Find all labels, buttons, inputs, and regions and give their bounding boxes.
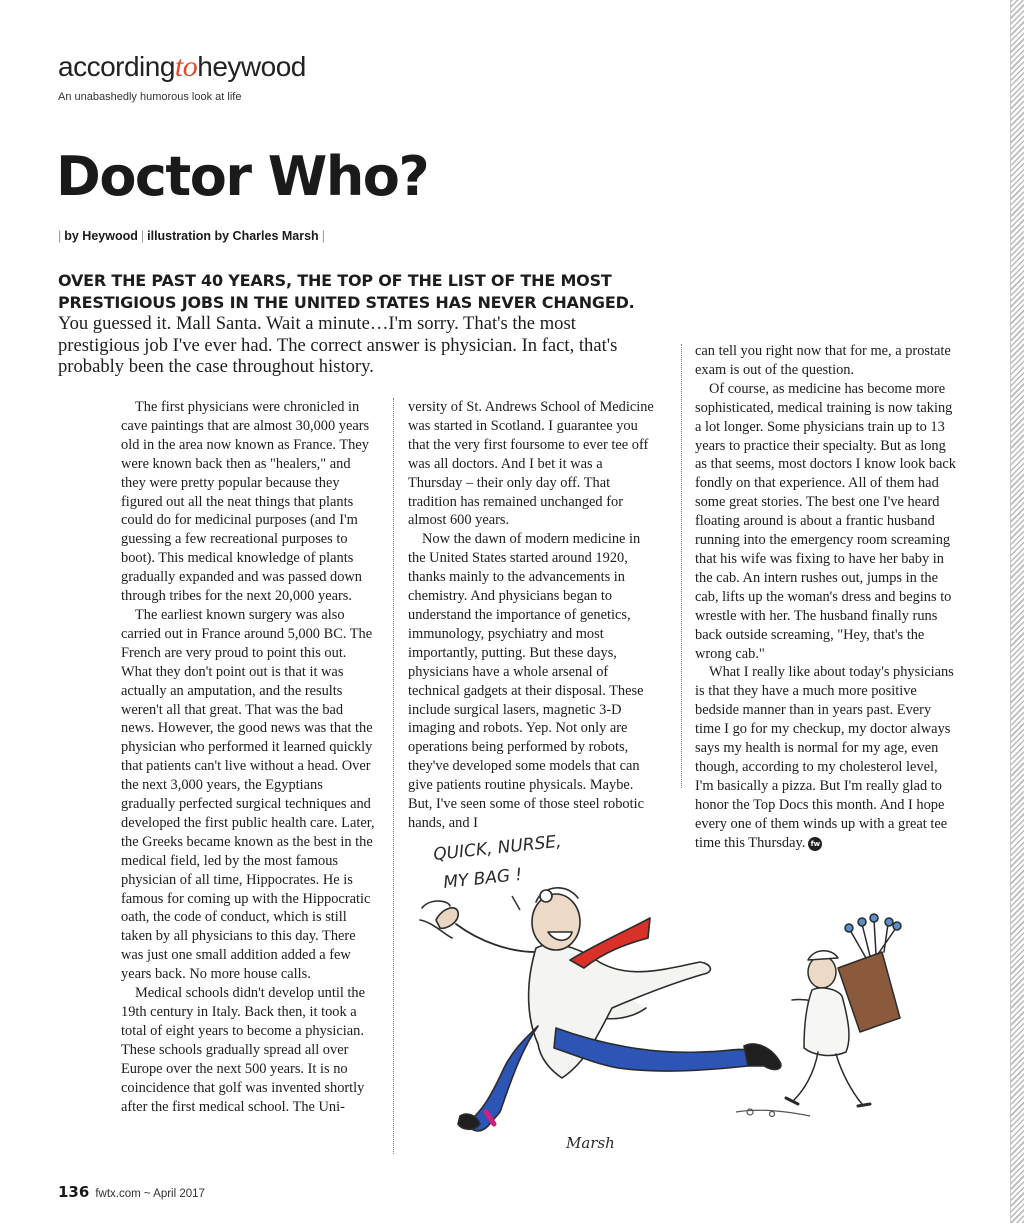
column-divider (681, 344, 682, 788)
speech-tick (512, 896, 520, 910)
body-column-1 (121, 398, 378, 1116)
doctor-hand (436, 908, 458, 928)
column-header (58, 52, 306, 103)
publication-info: fwtx.com ~ April 2017 (95, 1188, 205, 1200)
column-tagline: An unabashedly humorous look at life (58, 91, 242, 103)
fw-end-mark-icon: fw (808, 837, 822, 851)
club-head (858, 918, 866, 926)
byline-divider: | (321, 229, 325, 243)
nurse-figure (786, 914, 901, 1106)
byline-divider: | (140, 229, 145, 243)
body-paragraph: versity of St. Andrews School of Medicine was started in Scotland. I guarantee you that the very first foursome to ever tee off was all doctors. And I bet it was a Thursday – their only day off. That tradition has remained unchanged for almost 600 years. (408, 399, 654, 529)
body-paragraph: The first physicians were chronicled in cave paintings that are almost 30,000 years old in the area now known as France. They were known back then as "healers," and they were pretty popular because they figured out all the neat things that plants could do for medicinal purposes (and I'm guessing a few recreational purposes to boot). This medical knowledge of plants gradually expanded and was passed down through tribes for the next 20,000 years. (121, 399, 370, 605)
intro-body: You guessed it. Mall Santa. Wait a minute…I'm sorry. That's the most prestigious job I've ever had. The correct answer is physician. In fact, that's probably been the case throughout history. (58, 313, 618, 377)
byline (58, 229, 328, 243)
motion-lines (736, 1109, 810, 1117)
page-edge-stripe (1010, 0, 1024, 1223)
body-paragraph: Of course, as medicine has become more sophisticated, medical training is now taking a lot longer. Some physicians train up to 13 years to practice their specialty. But as long as that seems, most doctors I know look back fondly on that experience. All of them had some great stories. The best one I've heard floating around is about a frantic husband running into the emergency room screaming that his wife was fixing to have her baby in the cab. An intern rushes out, jumps in the cab, lifts up the woman's dress and begins to wrestle with her. The husband finally runs back outside screaming, "Hey, that's the wrong cab." (695, 380, 956, 662)
doctor-figure (420, 888, 781, 1131)
speech-line-2: MY BAG ! (442, 864, 524, 893)
body-paragraph: Medical schools didn't develop until the 19th century in Italy. Back then, it took a total of eight years to become a physician. These schools gradually spread all over Europe over the next 500 years. It is no coincidence that golf was invented shortly after the first medical school. The Uni- (121, 985, 366, 1115)
doctor-tie (570, 918, 650, 968)
nurse-cap (808, 951, 838, 960)
byline-illustrator: illustration by Charles Marsh (147, 229, 319, 243)
page-folio (58, 1183, 205, 1201)
brand-according: according (58, 51, 175, 82)
club-head (885, 918, 893, 926)
speech-text (432, 832, 562, 893)
column-divider (393, 398, 394, 1154)
doctor-shoe-front (744, 1044, 781, 1070)
body-paragraph: Now the dawn of modern medicine in the United States started around 1920, thanks mainly to the advancements in chemistry. And physicians began to understand the importance of genetics, immunology, psychiatry and most importantly, putting. But these days, physicians have a whole arsenal of technical gadgets at their disposal. These include surgical lasers, magnetic 3-D imaging and robots. Yep. Not only are operations being performed by robots, they've developed some models that can give patients routine physicals. Maybe. But, I've seen some of those steel robotic hands, and I (408, 531, 644, 831)
byline-divider: | (58, 229, 62, 243)
body-paragraph: The earliest known surgery was also carried out in France around 5,000 BC. The French are very proud to point this out. What they don't point out is that it was actually an amputation, and the results weren't all that great. That was the bad news. However, the good news was that the physician who performed it learned quickly that patients can't live without a head. Over the next 3,000 years, the Egyptians gradually perfected surgical techniques and developed the first public health care. Later, the Greeks became known as the best in the medical field, led by the most famous physician of all time, Hippocrates. He is famous for coming up with the Hippocratic oath, the code of conduct, which is still taken by all physicians to this day. There was just one small addition added a few years back. No more house calls. (121, 606, 375, 983)
brand-heywood: heywood (197, 51, 306, 82)
byline-author: by Heywood (64, 229, 138, 243)
body-paragraph: can tell you right now that for me, a prostate exam is out of the question. (695, 343, 951, 378)
column-brand (58, 52, 306, 82)
nurse-dress (804, 988, 849, 1055)
doctor-head (532, 894, 580, 950)
nurse-legs (794, 1052, 862, 1104)
dust-puff (770, 1112, 775, 1117)
doctor-front-arm (456, 924, 536, 952)
intro-paragraph (58, 270, 658, 378)
speech-line-1: QUICK, NURSE, (432, 831, 563, 865)
last-paragraph-text: What I really like about today's physicians is that they have a much more positive bedside manner than in years past. Every time I go for my checkup, my doctor always says my health is normal for my age, even though, according to my cholesterol level, I'm basically a pizza. But I'm really glad to honor the Top Docs this month. And I hope every one of them winds up with a great tee time this Thursday. (695, 664, 954, 851)
head-mirror-icon (540, 890, 552, 902)
body-column-3 (695, 342, 957, 852)
page-number: 136 (58, 1183, 90, 1201)
doctor-trouser-back (468, 1026, 538, 1131)
artist-signature: Marsh (566, 1134, 615, 1152)
cartoon-illustration (400, 812, 960, 1162)
brand-to: to (174, 50, 198, 83)
club-head (845, 924, 853, 932)
club-head (893, 922, 901, 930)
article-headline: Doctor Who? (56, 145, 429, 208)
club-head (870, 914, 878, 922)
intro-lead: OVER THE PAST 40 YEARS, THE TOP OF THE LIST OF THE MOST PRESTIGIOUS JOBS IN THE UNITED STATES HAS NEVER CHANGED. (58, 271, 635, 312)
body-column-2 (408, 398, 660, 833)
nurse-head (808, 956, 836, 988)
